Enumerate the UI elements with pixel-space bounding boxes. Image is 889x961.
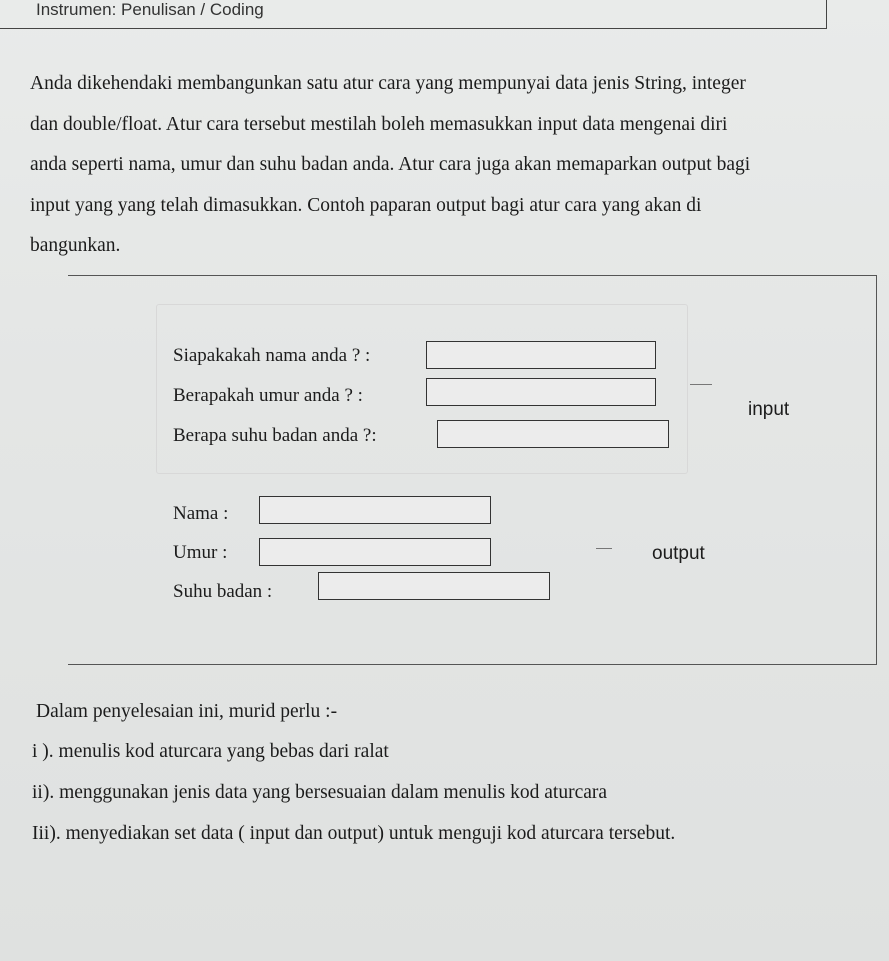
age-output-field: [259, 538, 491, 566]
temperature-input-field[interactable]: [437, 420, 669, 448]
requirement-item: i ). menulis kod aturcara yang bebas dari ralat: [32, 741, 389, 762]
question-line: Anda dikehendaki membangunkan satu atur cara yang mempunyai data jenis String, integer: [30, 73, 746, 94]
requirements-title: Dalam penyelesaian ini, murid perlu :-: [36, 701, 338, 722]
prompt-temperature-label: Berapa suhu badan anda ?:: [173, 425, 377, 446]
name-output-field: [259, 496, 491, 524]
age-input-field[interactable]: [426, 378, 656, 406]
question-line: anda seperti nama, umur dan suhu badan anda. Atur cara juga akan memaparkan output bagi: [30, 154, 751, 175]
question-line: input yang yang telah dimasukkan. Contoh paparan output bagi atur cara yang akan di: [30, 194, 702, 216]
output-pointer-line: [596, 548, 612, 549]
name-input-field[interactable]: [426, 341, 656, 369]
requirement-item: ii). menggunakan jenis data yang bersesuaian dalam menulis kod aturcara: [32, 782, 608, 803]
question-line: bangunkan.: [30, 235, 121, 256]
temperature-output-field: [318, 572, 550, 600]
output-annotation-label: output: [652, 543, 705, 564]
output-name-label: Nama :: [173, 503, 229, 524]
question-line: dan double/float. Atur cara tersebut mestilah boleh memasukkan input data mengenai diri: [30, 113, 728, 135]
prompt-name-label: Siapakakah nama anda ? :: [173, 345, 371, 366]
input-annotation-label: input: [748, 399, 790, 420]
question-text: [30, 64, 870, 267]
output-temperature-label: Suhu badan :: [173, 581, 273, 602]
prompt-age-label: Berapakah umur anda ? :: [173, 385, 363, 406]
input-pointer-line: [690, 384, 712, 385]
requirement-item: Iii). menyediakan set data ( input dan output) untuk menguji kod aturcara tersebut.: [32, 823, 676, 844]
output-age-label: Umur :: [173, 542, 228, 563]
header-title: Instrumen: Penulisan / Coding: [36, 0, 264, 19]
